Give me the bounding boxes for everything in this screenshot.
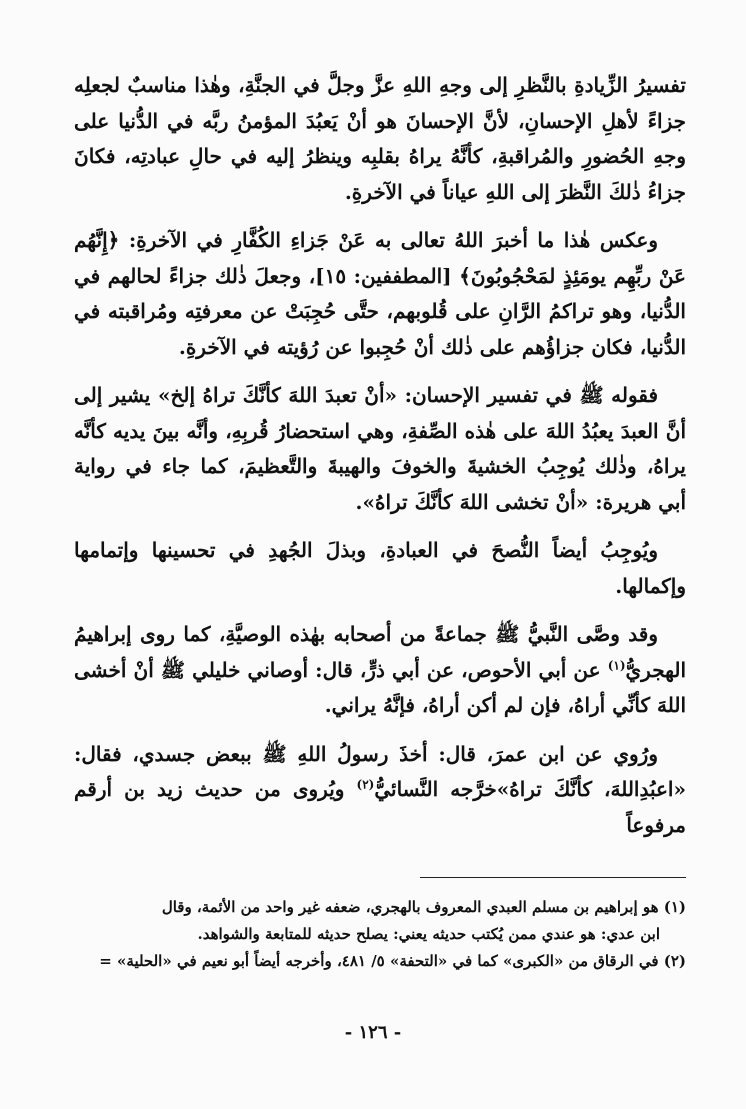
paragraph-5-start: وقد وصَّى النَّبيُّ ﷺ جماعةً من أصحابه بهٰذه الوصيَّةِ، كما روى إبراهيمُ الهجريُّ [74,622,686,682]
footnote-divider [420,877,686,878]
paragraph-5 [74,617,686,724]
paragraph-5-end: عن أبي الأحوص، عن أبي ذرٍّ، قال: أوصاني خليلي ﷺ أنْ أخشى اللهَ كأنِّي أراهُ، فإن لم أكن أراهُ، فإنَّهُ يراني. [74,657,686,717]
page-number: - ١٢٦ - [344,1022,402,1043]
footnote-ref-2: (٢) [356,777,375,792]
main-text [74,68,686,856]
footnote-1-continued: ابن عدي: هو عندي ممن يُكتب حديثه يعني: يصلح حديثه للمتابعة والشواهد. [197,925,660,943]
footnote-2: (٢) في الرقاق من «الكبرى» كما في «التحفة» ٥/ ٤٨١، وأخرجه أيضاً أبو نعيم في «الحلية» = [99,952,686,970]
paragraph-2: وعكس هٰذا ما أخبرَ اللهُ تعالى به عَنْ جَزاءِ الكُفَّارِ في الآخرةِ: ﴿إِنَّهُم عَنْ ربِّهِم يومَئِذٍ لمَحْجُوبُونَ﴾ [المطففين: ١٥]، وجعلَ ذٰلك جزاءً لحالهم في الدُّنيا، وهو تراكمُ الرَّانِ على قُلوبهم، حتَّى حُجِبَتْ عن معرفتِه ومُراقبته في الدُّنيا، فكان جزاؤُهم على ذٰلك أنْ حُجِبوا عن رُؤيته في الآخرةِ. [74,228,686,359]
footnotes [64,894,686,975]
paragraph-4: ويُوجِبُ أيضاً النُّصحَ في العبادةِ، وبذلَ الجُهدِ في تحسينها وإتمامها وإكمالها. [74,538,686,598]
paragraph-3: فقوله ﷺ في تفسير الإحسان: «أنْ تعبدَ اللهَ كأنَّكَ تراهُ إلخ» يشير إلى أنَّ العبدَ يعبُدُ اللهَ على هٰذه الصِّفةِ، وهي استحضارُ قُربِهِ، وأنَّه بينَ يديه كأنَّه يراهُ، وذٰلك يُوجِبُ الخشيةَ والخوفَ والهيبةَ والتَّعظيمَ، كما جاء في رواية أبي هريرة: «أنْ تخشى اللهَ كأنَّكَ تراهُ». [74,383,686,514]
paragraph-6-start: ورُوي عن ابن عمرَ، قال: أخذَ رسولُ اللهِ ﷺ ببعض جسدي، فقال: «اعبُدِاللهَ، كأنَّكَ تراهُ»خرَّجه النَّسائيُّ [74,741,686,801]
footnote-ref-1: (١) [607,657,626,672]
paragraph-6 [74,737,686,844]
paragraph-1: تفسيرُ الزِّيادةِ بالنَّظرِ إلى وجهِ اللهِ عزَّ وجلَّ في الجنَّةِ، وهٰذا مناسبٌ لجعلِه جزاءً لأهلِ الإحسانِ، لأنَّ الإحسانَ هو أنْ يَعبُدَ المؤمنُ ربَّه في الدُّنيا على وجهِ الحُضورِ والمُراقبةِ، كأنَّهُ يراهُ بقلبِه وينظرُ إليه في حالِ عبادتِه، فكانَ جزاءُ ذٰلكَ النَّظرَ إلى اللهِ عياناً في الآخرةِ. [74,73,686,204]
footnote-1: (١) هو إبراهيم بن مسلم العبدي المعروف بالهجري، ضعفه غير واحد من الأئمة، وقال [161,898,686,916]
paragraph-6-end: ويُروى من حديث زيد بن أرقم مرفوعاً [74,777,686,837]
